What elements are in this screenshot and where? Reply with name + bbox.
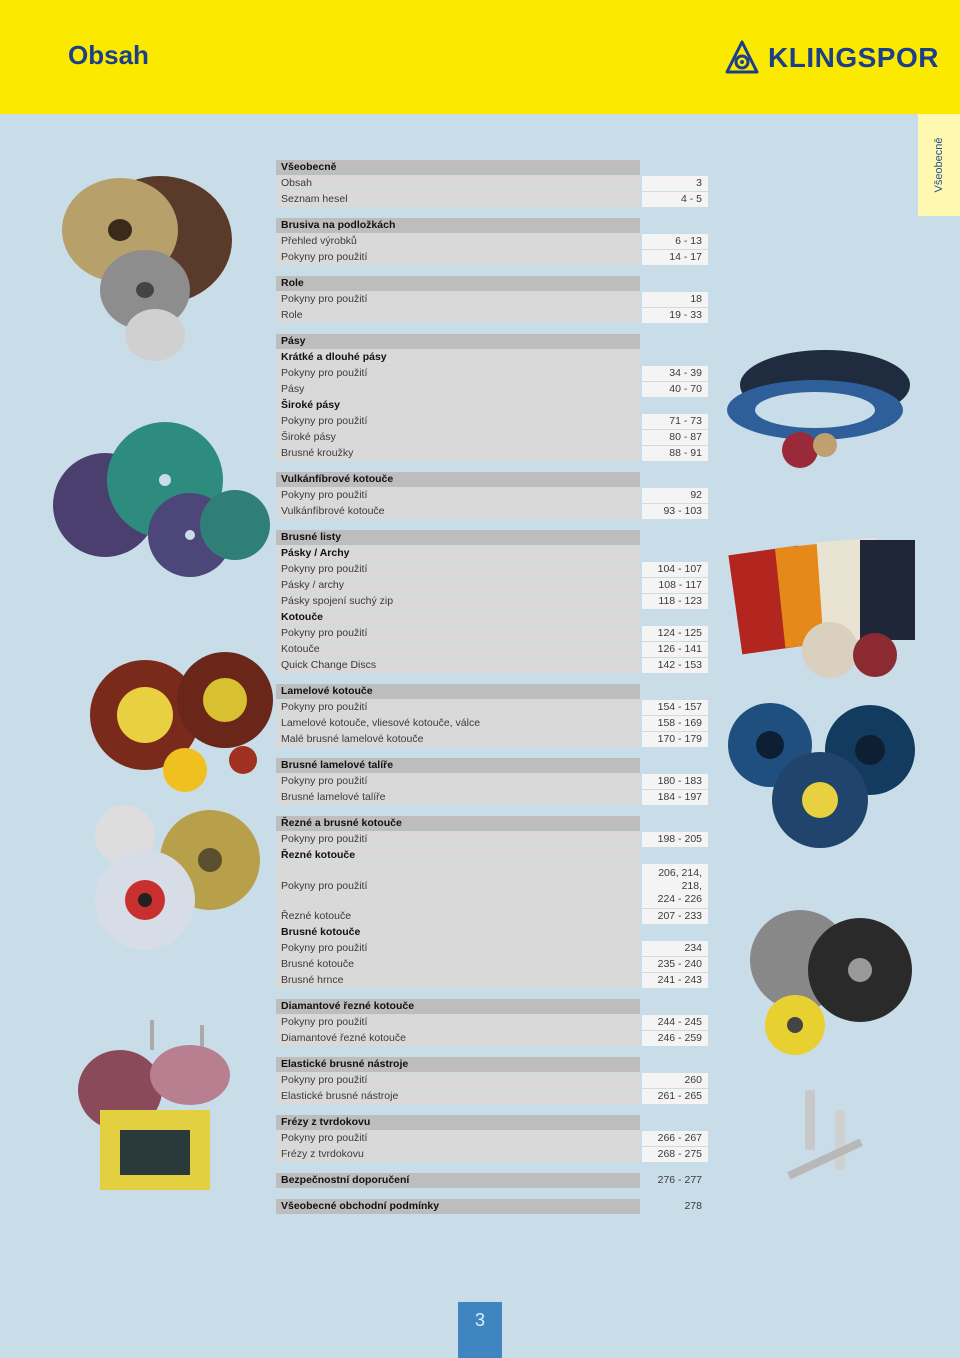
toc-gap bbox=[276, 520, 708, 530]
toc-entry-page: 93 - 103 bbox=[642, 504, 708, 519]
toc-entry-page: 170 - 179 bbox=[642, 732, 708, 747]
toc-entry-title: Role bbox=[276, 308, 640, 323]
toc-entry-title: Malé brusné lamelové kotouče bbox=[276, 732, 640, 747]
elastic-tools-image bbox=[75, 1020, 250, 1200]
toc-entry[interactable] bbox=[276, 864, 708, 908]
toc-section-heading[interactable] bbox=[276, 1115, 708, 1130]
toc-entry-page: 268 - 275 bbox=[642, 1147, 708, 1162]
toc-entry-page: 260 bbox=[642, 1073, 708, 1088]
toc-entry-title: Pokyny pro použití bbox=[276, 1015, 640, 1030]
toc-entry[interactable] bbox=[276, 1199, 708, 1214]
toc-entry-page bbox=[642, 684, 708, 699]
toc-entry[interactable] bbox=[276, 594, 708, 609]
diamond-discs-image bbox=[720, 905, 920, 1055]
toc-section-heading[interactable] bbox=[276, 530, 708, 545]
toc-entry-title: Brusné listy bbox=[276, 530, 640, 545]
page-title: Obsah bbox=[68, 40, 149, 70]
toc-entry-title: Lamelové kotouče, vliesové kotouče, válce bbox=[276, 716, 640, 731]
toc-entry-title: Frézy z tvrdokovu bbox=[276, 1115, 640, 1130]
toc-entry-page bbox=[642, 218, 708, 233]
toc-entry[interactable] bbox=[276, 488, 708, 503]
toc-entry[interactable] bbox=[276, 941, 708, 956]
toc-entry-title: Přehled výrobků bbox=[276, 234, 640, 249]
toc-entry-title: Elastické brusné nástroje bbox=[276, 1089, 640, 1104]
toc-entry-title: Pokyny pro použití bbox=[276, 414, 640, 429]
toc-entry[interactable] bbox=[276, 774, 708, 789]
toc-entry-title: Pokyny pro použití bbox=[276, 626, 640, 641]
toc-entry-title: Pokyny pro použití bbox=[276, 488, 640, 503]
flap-discs-image bbox=[720, 700, 920, 850]
toc-gap bbox=[276, 1163, 708, 1173]
toc-entry-title: Pásy bbox=[276, 334, 640, 349]
toc-entry-title: Pokyny pro použití bbox=[276, 562, 640, 577]
toc-entry[interactable] bbox=[276, 250, 708, 265]
toc-subheading[interactable] bbox=[276, 848, 708, 863]
side-tab-label: Všeobecně bbox=[933, 137, 945, 193]
toc-section-heading[interactable] bbox=[276, 999, 708, 1014]
toc-entry-page bbox=[642, 610, 708, 625]
toc-entry-title: Brusné kroužky bbox=[276, 446, 640, 461]
toc-entry[interactable] bbox=[276, 234, 708, 249]
toc-entry-page: 158 - 169 bbox=[642, 716, 708, 731]
abrasive-rolls-image bbox=[40, 170, 240, 370]
toc-entry-page bbox=[642, 816, 708, 831]
toc-entry-title: Brusné lamelové talíře bbox=[276, 790, 640, 805]
toc-entry[interactable] bbox=[276, 430, 708, 445]
toc-entry[interactable] bbox=[276, 957, 708, 972]
toc-entry-page: 88 - 91 bbox=[642, 446, 708, 461]
toc-entry-page: 180 - 183 bbox=[642, 774, 708, 789]
toc-entry-page bbox=[642, 925, 708, 940]
toc-entry-title: Elastické brusné nástroje bbox=[276, 1057, 640, 1072]
toc-entry[interactable] bbox=[276, 1073, 708, 1088]
toc-entry-page: 80 - 87 bbox=[642, 430, 708, 445]
toc-entry-page: 104 - 107 bbox=[642, 562, 708, 577]
flap-wheels-image bbox=[85, 645, 275, 795]
toc-entry-title: Krátké a dlouhé pásy bbox=[276, 350, 640, 365]
toc-entry-title: Pásy bbox=[276, 382, 640, 397]
toc-section-heading[interactable] bbox=[276, 684, 708, 699]
toc-entry-title: Pásky spojení suchý zip bbox=[276, 594, 640, 609]
toc-entry-page: 184 - 197 bbox=[642, 790, 708, 805]
toc-entry[interactable] bbox=[276, 626, 708, 641]
toc-entry-page: 235 - 240 bbox=[642, 957, 708, 972]
toc-entry-page bbox=[642, 160, 708, 175]
page-number: 3 bbox=[458, 1302, 502, 1358]
toc-section-heading[interactable] bbox=[276, 276, 708, 291]
toc-entry-page: 206, 214, 218, 224 - 226 bbox=[642, 864, 708, 908]
toc-entry-page bbox=[642, 1115, 708, 1130]
toc-entry-page bbox=[642, 350, 708, 365]
toc-entry[interactable] bbox=[276, 292, 708, 307]
page-header bbox=[0, 0, 960, 114]
klingspor-logo-icon bbox=[724, 40, 760, 76]
toc-entry-title: Pokyny pro použití bbox=[276, 864, 640, 908]
toc-entry-page: 124 - 125 bbox=[642, 626, 708, 641]
toc-gap bbox=[276, 208, 708, 218]
toc-entry-title: Seznam hesel bbox=[276, 192, 640, 207]
toc-entry-title: Pokyny pro použití bbox=[276, 832, 640, 847]
toc-entry-title: Pokyny pro použití bbox=[276, 366, 640, 381]
toc-entry-title: Vulkánfíbrové kotouče bbox=[276, 504, 640, 519]
toc-entry-title: Pokyny pro použití bbox=[276, 250, 640, 265]
toc-entry-page: 266 - 267 bbox=[642, 1131, 708, 1146]
toc-entry-page: 198 - 205 bbox=[642, 832, 708, 847]
toc-gap bbox=[276, 1189, 708, 1199]
toc-entry-page: 234 bbox=[642, 941, 708, 956]
toc-entry[interactable] bbox=[276, 642, 708, 657]
toc-entry-page bbox=[642, 472, 708, 487]
toc-entry-page: 3 bbox=[642, 176, 708, 191]
toc-entry-page: 71 - 73 bbox=[642, 414, 708, 429]
toc-entry-title: Pokyny pro použití bbox=[276, 1131, 640, 1146]
toc-section-heading[interactable] bbox=[276, 816, 708, 831]
toc-gap bbox=[276, 1047, 708, 1057]
toc-entry[interactable] bbox=[276, 700, 708, 715]
toc-entry-title: Kotouče bbox=[276, 642, 640, 657]
fibre-discs-image bbox=[50, 420, 270, 580]
toc-entry-page bbox=[642, 546, 708, 561]
toc-entry-title: Quick Change Discs bbox=[276, 658, 640, 673]
table-of-contents bbox=[276, 160, 708, 1215]
toc-entry[interactable] bbox=[276, 446, 708, 461]
toc-gap bbox=[276, 748, 708, 758]
toc-entry[interactable] bbox=[276, 1131, 708, 1146]
toc-entry-title: Pásky / archy bbox=[276, 578, 640, 593]
toc-entry[interactable] bbox=[276, 308, 708, 323]
toc-entry[interactable] bbox=[276, 973, 708, 988]
toc-entry-title: Široké pásy bbox=[276, 430, 640, 445]
toc-entry-page bbox=[642, 999, 708, 1014]
toc-entry[interactable] bbox=[276, 1089, 708, 1104]
toc-entry-title: Pásky / Archy bbox=[276, 546, 640, 561]
toc-section-heading[interactable] bbox=[276, 1057, 708, 1072]
toc-section-heading[interactable] bbox=[276, 334, 708, 349]
toc-entry-title: Pokyny pro použití bbox=[276, 774, 640, 789]
toc-entry-page bbox=[642, 398, 708, 413]
toc-entry-title: Brusné kotouče bbox=[276, 957, 640, 972]
toc-entry-page: 126 - 141 bbox=[642, 642, 708, 657]
toc-entry[interactable] bbox=[276, 832, 708, 847]
toc-gap bbox=[276, 266, 708, 276]
toc-section-heading[interactable] bbox=[276, 218, 708, 233]
toc-entry-page bbox=[642, 758, 708, 773]
toc-entry[interactable] bbox=[276, 192, 708, 207]
toc-subheading[interactable] bbox=[276, 610, 708, 625]
toc-entry-page: 276 - 277 bbox=[657, 1174, 702, 1186]
toc-entry-title: Vulkánfíbrové kotouče bbox=[276, 472, 640, 487]
toc-entry-page: 108 - 117 bbox=[642, 578, 708, 593]
toc-entry-page: 6 - 13 bbox=[642, 234, 708, 249]
toc-entry-page bbox=[642, 530, 708, 545]
toc-entry[interactable] bbox=[276, 366, 708, 381]
toc-entry-title: Široké pásy bbox=[276, 398, 640, 413]
toc-entry-page: 18 bbox=[642, 292, 708, 307]
toc-entry-page: 4 - 5 bbox=[642, 192, 708, 207]
carbide-burrs-image bbox=[775, 1085, 875, 1215]
toc-entry-page bbox=[642, 1057, 708, 1072]
toc-entry[interactable] bbox=[276, 909, 708, 924]
toc-subheading[interactable] bbox=[276, 925, 708, 940]
toc-entry-title: Všeobecné obchodní podmínky bbox=[276, 1199, 640, 1214]
toc-entry-title: Diamantové řezné kotouče bbox=[276, 999, 640, 1014]
toc-entry-title: Kotouče bbox=[276, 610, 640, 625]
toc-entry-page: 246 - 259 bbox=[642, 1031, 708, 1046]
toc-entry-title: Brusné hrnce bbox=[276, 973, 640, 988]
toc-gap bbox=[276, 324, 708, 334]
toc-entry-page: 142 - 153 bbox=[642, 658, 708, 673]
toc-entry-page: 278 bbox=[684, 1200, 702, 1212]
toc-entry-title: Frézy z tvrdokovu bbox=[276, 1147, 640, 1162]
sanding-sheets-image bbox=[725, 530, 925, 680]
toc-subheading[interactable] bbox=[276, 398, 708, 413]
cutting-discs-image bbox=[85, 805, 260, 955]
toc-entry-page: 40 - 70 bbox=[642, 382, 708, 397]
toc-entry-page: 34 - 39 bbox=[642, 366, 708, 381]
toc-entry[interactable] bbox=[276, 790, 708, 805]
toc-gap bbox=[276, 1105, 708, 1115]
toc-gap bbox=[276, 806, 708, 816]
toc-entry-title: Obsah bbox=[276, 176, 640, 191]
toc-entry-page: 154 - 157 bbox=[642, 700, 708, 715]
toc-subheading[interactable] bbox=[276, 350, 708, 365]
toc-entry-title: Brusné kotouče bbox=[276, 925, 640, 940]
toc-entry[interactable] bbox=[276, 176, 708, 191]
toc-entry-page bbox=[642, 276, 708, 291]
toc-entry[interactable] bbox=[276, 578, 708, 593]
toc-entry-title: Pokyny pro použití bbox=[276, 292, 640, 307]
toc-entry[interactable] bbox=[276, 1031, 708, 1046]
toc-subheading[interactable] bbox=[276, 546, 708, 561]
toc-entry-title: Lamelové kotouče bbox=[276, 684, 640, 699]
brand-logo bbox=[724, 38, 939, 78]
toc-entry-page: 19 - 33 bbox=[642, 308, 708, 323]
toc-gap bbox=[276, 989, 708, 999]
toc-entry-title: Brusné lamelové talíře bbox=[276, 758, 640, 773]
toc-entry[interactable] bbox=[276, 382, 708, 397]
toc-entry[interactable] bbox=[276, 732, 708, 747]
toc-entry-title: Bezpečnostní doporučení bbox=[276, 1173, 640, 1188]
toc-gap bbox=[276, 462, 708, 472]
toc-entry-title: Řezné kotouče bbox=[276, 909, 640, 924]
toc-entry-title: Brusiva na podložkách bbox=[276, 218, 640, 233]
toc-section-heading[interactable] bbox=[276, 160, 708, 175]
toc-entry[interactable] bbox=[276, 658, 708, 673]
sanding-belts-image bbox=[715, 340, 915, 470]
section-side-tab[interactable] bbox=[918, 114, 960, 216]
toc-gap bbox=[276, 674, 708, 684]
toc-entry-title: Pokyny pro použití bbox=[276, 700, 640, 715]
toc-entry[interactable] bbox=[276, 1173, 708, 1188]
toc-entry-title: Pokyny pro použití bbox=[276, 1073, 640, 1088]
toc-entry[interactable] bbox=[276, 716, 708, 731]
toc-entry[interactable] bbox=[276, 1147, 708, 1162]
toc-entry-title: Řezné a brusné kotouče bbox=[276, 816, 640, 831]
toc-entry-page: 207 - 233 bbox=[642, 909, 708, 924]
brand-name: KLINGSPOR bbox=[768, 42, 939, 73]
toc-section-heading[interactable] bbox=[276, 758, 708, 773]
toc-section-heading[interactable] bbox=[276, 472, 708, 487]
toc-entry-title: Všeobecně bbox=[276, 160, 640, 175]
toc-entry-page: 92 bbox=[642, 488, 708, 503]
toc-entry[interactable] bbox=[276, 504, 708, 519]
toc-entry[interactable] bbox=[276, 1015, 708, 1030]
toc-entry-page: 261 - 265 bbox=[642, 1089, 708, 1104]
toc-entry-title: Diamantové řezné kotouče bbox=[276, 1031, 640, 1046]
toc-entry-title: Řezné kotouče bbox=[276, 848, 640, 863]
toc-entry-page bbox=[642, 848, 708, 863]
toc-entry-page: 241 - 243 bbox=[642, 973, 708, 988]
toc-entry-page: 118 - 123 bbox=[642, 594, 708, 609]
toc-entry-title: Role bbox=[276, 276, 640, 291]
toc-entry-page bbox=[642, 334, 708, 349]
toc-entry-title: Pokyny pro použití bbox=[276, 941, 640, 956]
toc-entry[interactable] bbox=[276, 562, 708, 577]
toc-entry[interactable] bbox=[276, 414, 708, 429]
toc-entry-page: 14 - 17 bbox=[642, 250, 708, 265]
toc-entry-page: 244 - 245 bbox=[642, 1015, 708, 1030]
